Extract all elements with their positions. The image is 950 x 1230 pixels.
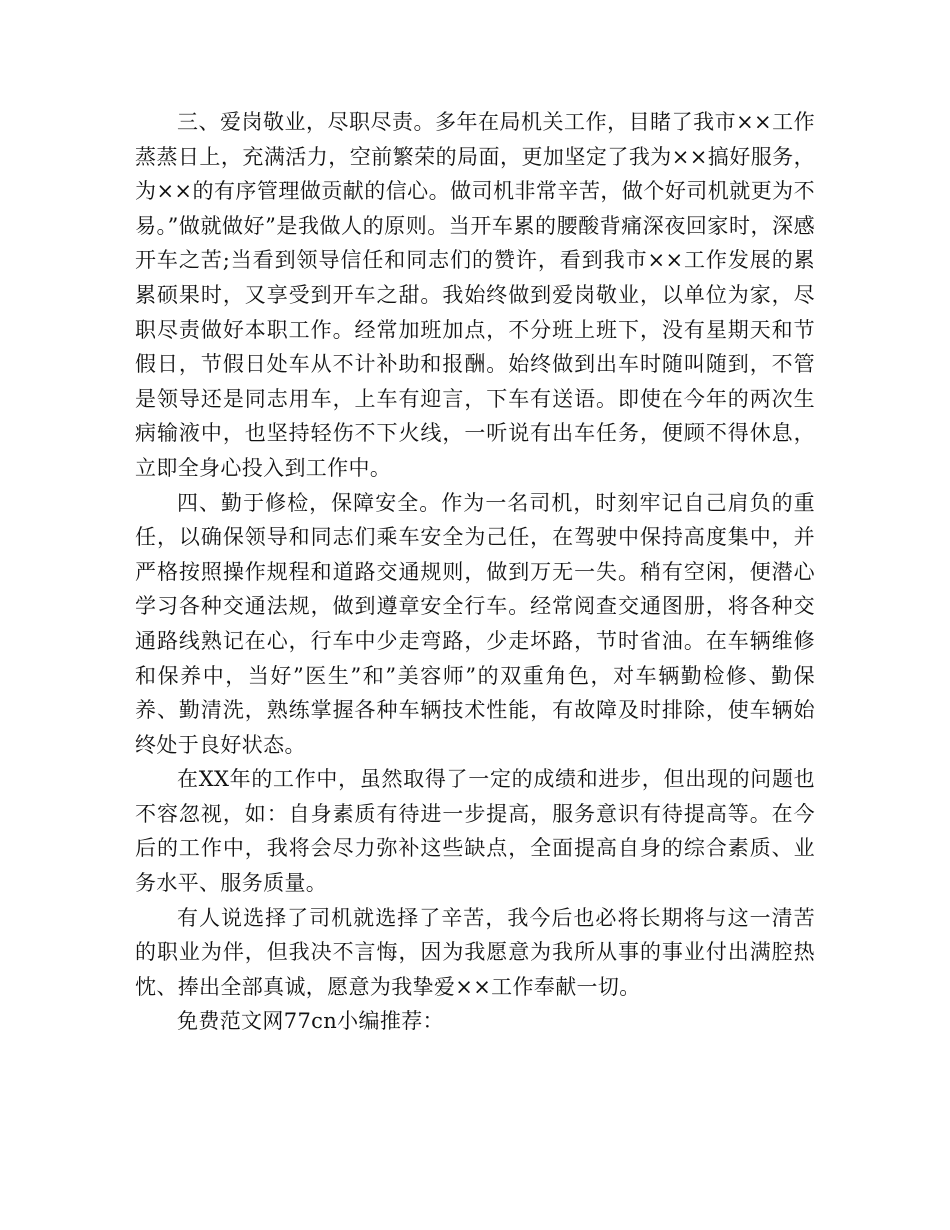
paragraph-love-job: 三、爱岗敬业，尽职尽责。多年在局机关工作，目睹了我市××工作蒸蒸日上，充满活力，空前繁荣的局面，更加坚定了我为××搞好服务，为××的有序管理做贡献的信心。做司机非常辛苦，做个好司机就更为不易。”做就做好”是我做人的原则。当开车累的腰酸背痛深夜回家时，深感开车之苦;当看到领导信任和同志们的赞许，看到我市××工作发展的累累硕果时，又享受到开车之甜。我始终做到爱岗敬业，以单位为家，尽职尽责做好本职工作。经常加班加点，不分班上班下，没有星期天和节假日，节假日处车从不计补助和报酬。始终做到出车时随叫随到，不管是领导还是同志用车，上车有迎言，下车有送语。即使在今年的两次生病输液中，也坚持轻伤不下火线，一听说有出车任务，便顾不得休息，立即全身心投入到工作中。 xyxy=(135,110,815,480)
document-body xyxy=(135,105,815,1039)
paragraph-summary: 在XX年的工作中，虽然取得了一定的成绩和进步，但出现的问题也不容忽视，如：自身素质有待进一步提高，服务意识有待提高等。在今后的工作中，我将会尽力弥补这些缺点，全面提高自身的综合素质、业务水平、服务质量。 xyxy=(135,767,815,896)
paragraph-closing: 有人说选择了司机就选择了辛苦，我今后也必将长期将与这一清苦的职业为伴，但我决不言悔，因为我愿意为我所从事的事业付出满腔热忱、捧出全部真诚，愿意为我挚爱××工作奉献一切。 xyxy=(135,905,815,999)
paragraph-recommendation: 免费范文网77cn小编推荐： xyxy=(177,1009,444,1034)
paragraph-safety: 四、勤于修检，保障安全。作为一名司机，时刻牢记自己肩负的重任，以确保领导和同志们乘车安全为己任，在驾驶中保持高度集中，并严格按照操作规程和道路交通规则，做到万无一失。稍有空闲，便潜心学习各种交通法规，做到遵章安全行车。经常阅查交通图册，将各种交通路线熟记在心，行车中少走弯路，少走坏路，节时省油。在车辆维修和保养中，当好”医生”和”美容师”的双重角色，对车辆勤检修、勤保养、勤清洗，熟练掌握各种车辆技术性能，有故障及时排除，使车辆始终处于良好状态。 xyxy=(135,490,815,757)
